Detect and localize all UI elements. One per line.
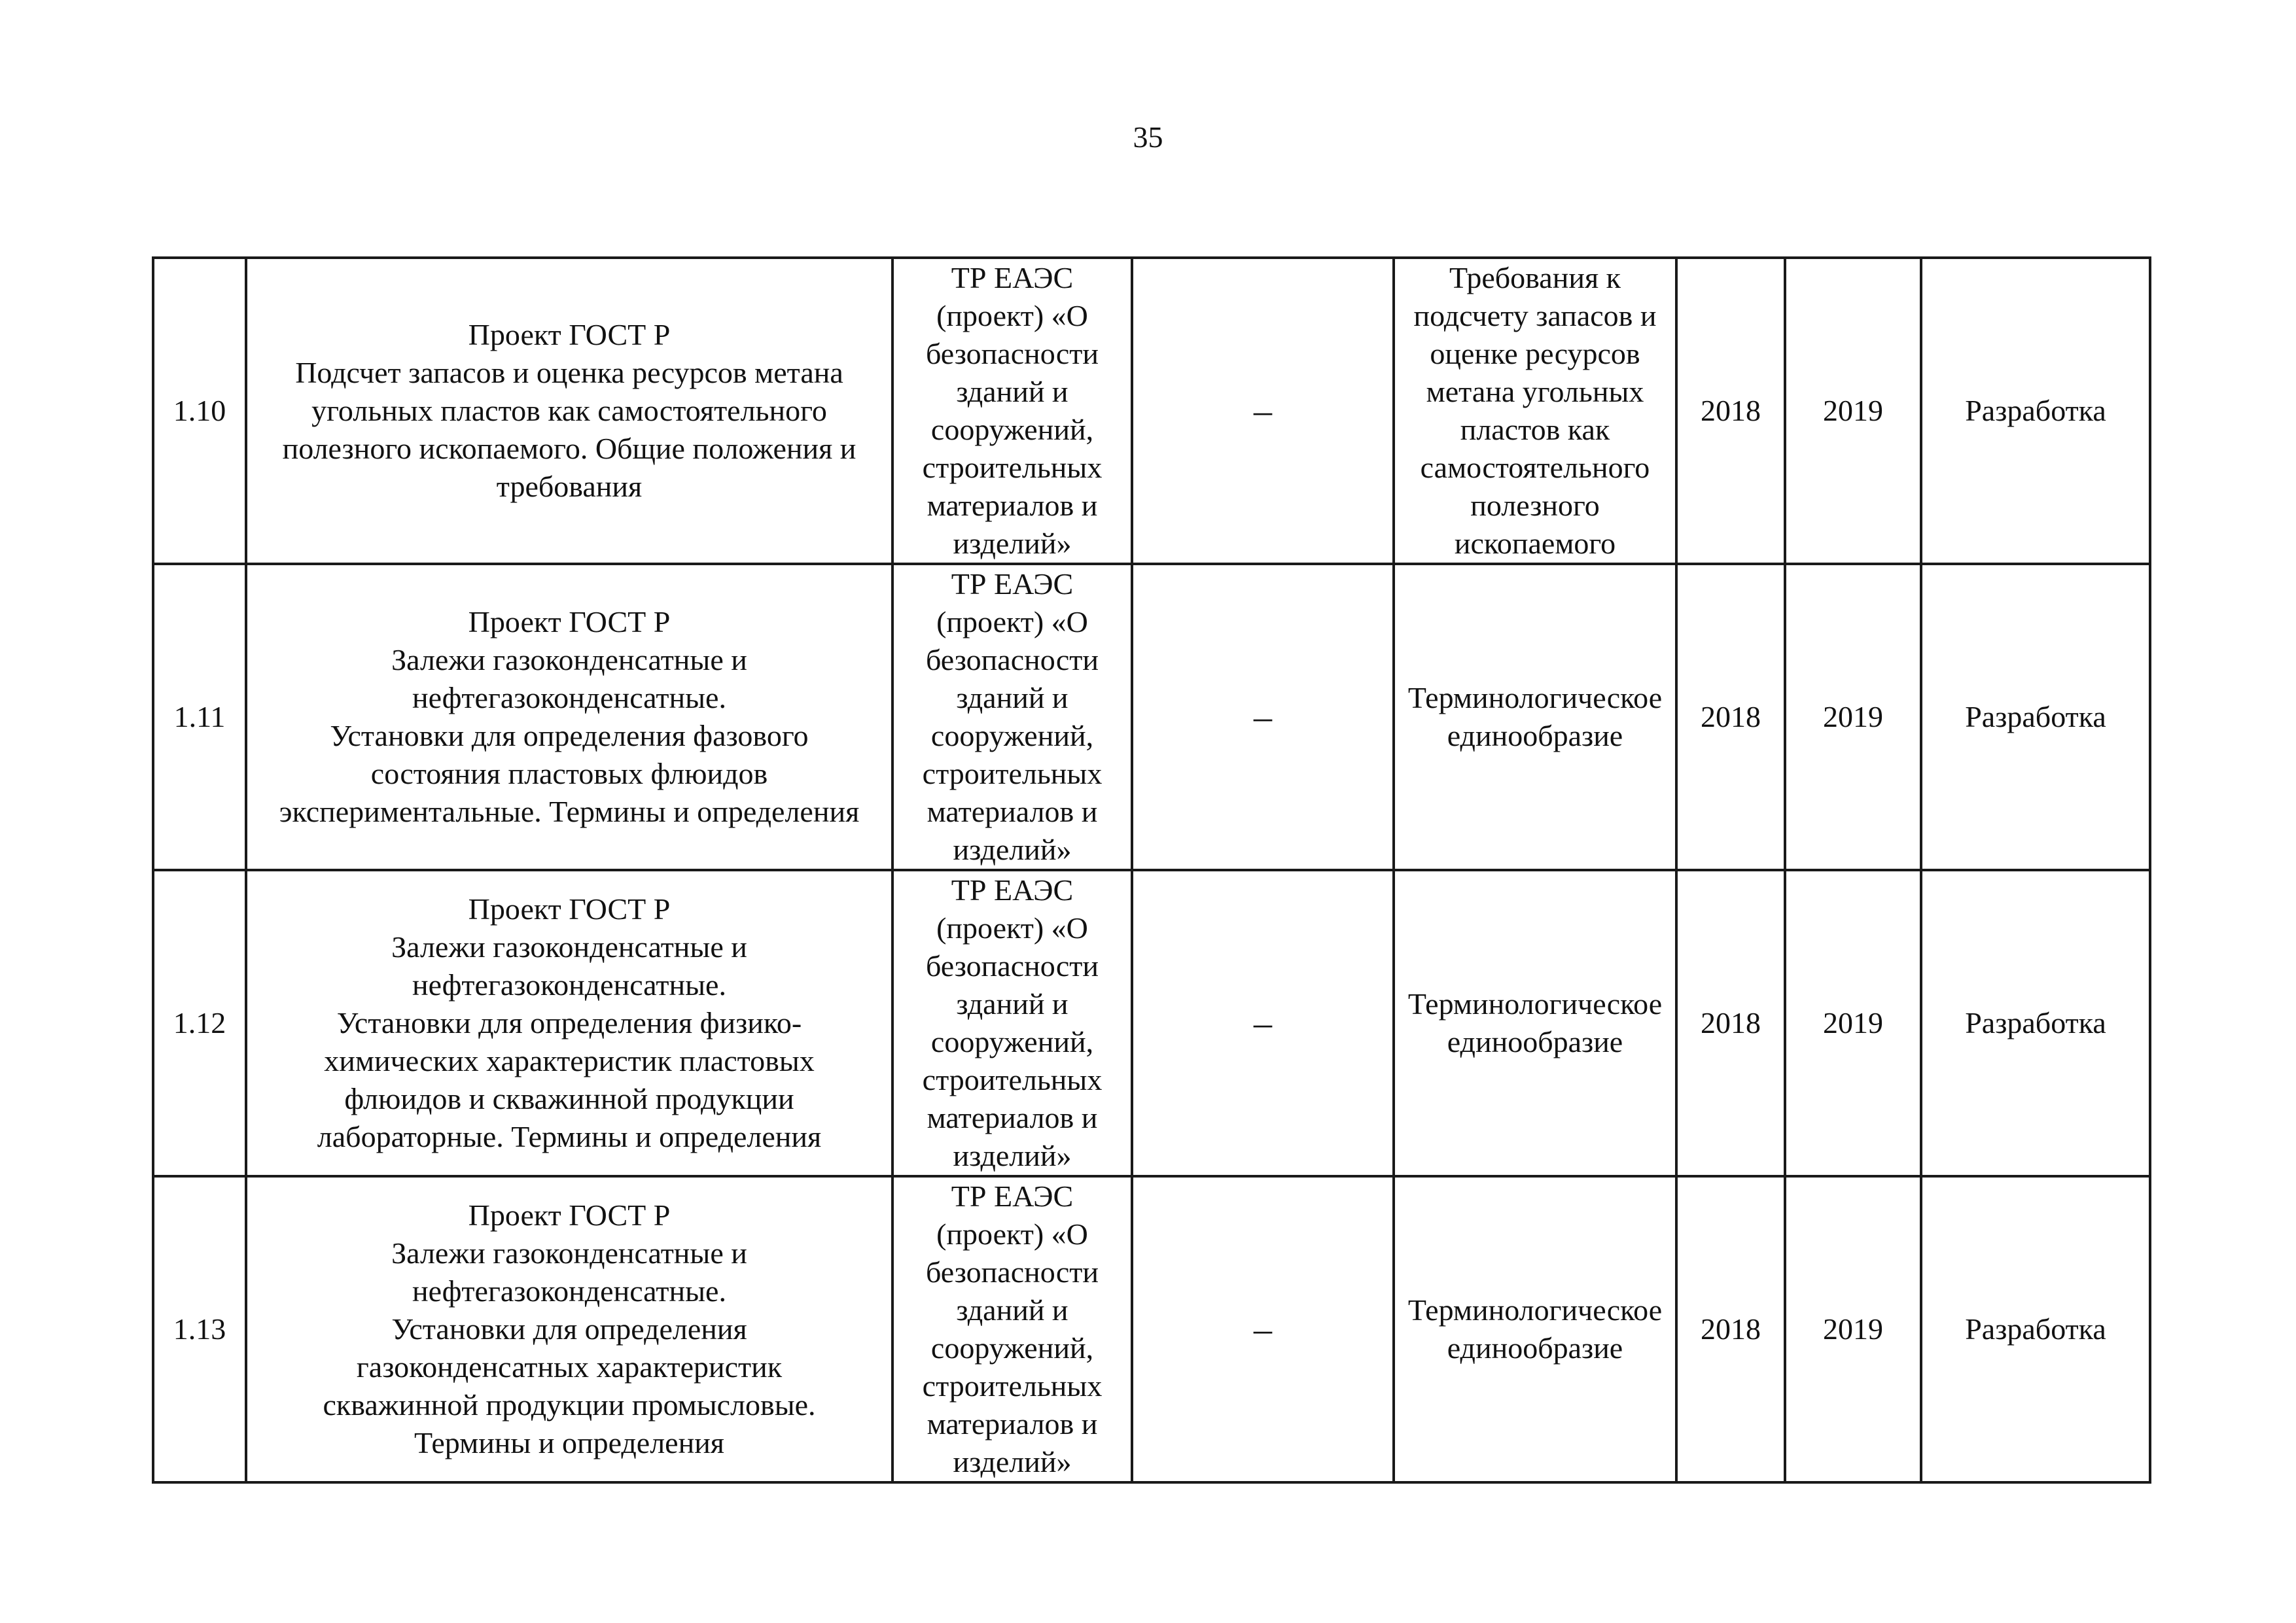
standard-title-line: Проект ГОСТ Р bbox=[468, 318, 671, 351]
end-year: 2019 bbox=[1785, 258, 1921, 564]
technical-regulation-line: безопасности bbox=[925, 643, 1099, 676]
technical-regulation-line: строительных bbox=[922, 1369, 1103, 1403]
standard-title bbox=[246, 870, 892, 1176]
development-purpose-line: единообразие bbox=[1447, 1025, 1623, 1058]
start-year: 2018 bbox=[1676, 564, 1785, 870]
technical-regulation-line: сооружений, bbox=[930, 719, 1094, 752]
technical-regulation-line: зданий и bbox=[956, 987, 1069, 1021]
technical-regulation-line: материалов и bbox=[927, 489, 1098, 522]
standard-title-line: Залежи газоконденсатные и bbox=[391, 643, 747, 676]
standard-title-line: требования bbox=[496, 470, 643, 503]
page-number: 35 bbox=[1133, 120, 1163, 154]
start-year: 2018 bbox=[1676, 1176, 1785, 1482]
end-year: 2019 bbox=[1785, 1176, 1921, 1482]
development-purpose bbox=[1394, 564, 1676, 870]
standard-title-line: экспериментальные. Термины и определения bbox=[279, 795, 860, 828]
table-body bbox=[153, 258, 2150, 1482]
table-row bbox=[153, 258, 2150, 564]
standard-title-line: Установки для определения bbox=[391, 1312, 747, 1346]
technical-regulation-line: изделий» bbox=[953, 833, 1072, 866]
development-purpose-line: самостоятельного bbox=[1420, 451, 1650, 484]
standard-title-line: Проект ГОСТ Р bbox=[468, 892, 671, 926]
standard-title-line: флюидов и скважинной продукции bbox=[344, 1082, 794, 1115]
development-purpose bbox=[1394, 1176, 1676, 1482]
end-year: 2019 bbox=[1785, 564, 1921, 870]
development-purpose-line: Терминологическое bbox=[1407, 681, 1663, 714]
technical-regulation-line: (проект) «О bbox=[936, 911, 1088, 945]
technical-regulation-line: сооружений, bbox=[930, 1025, 1094, 1058]
start-year: 2018 bbox=[1676, 870, 1785, 1176]
technical-regulation-line: ТР ЕАЭС bbox=[951, 1179, 1074, 1213]
technical-regulation-line: безопасности bbox=[925, 1255, 1099, 1289]
development-purpose-line: единообразие bbox=[1447, 1331, 1623, 1365]
item-number: 1.11 bbox=[153, 564, 246, 870]
technical-regulation bbox=[892, 258, 1132, 564]
standard-title-line: скважинной продукции промысловые. bbox=[323, 1388, 816, 1422]
standard-title-line: Установки для определения физико- bbox=[336, 1006, 802, 1039]
development-purpose-line: ископаемого bbox=[1454, 527, 1616, 560]
technical-regulation-line: материалов и bbox=[927, 1101, 1098, 1134]
empty-column-dash: – bbox=[1132, 564, 1394, 870]
standard-title bbox=[246, 564, 892, 870]
technical-regulation bbox=[892, 870, 1132, 1176]
technical-regulation-line: безопасности bbox=[925, 337, 1099, 370]
standard-title bbox=[246, 1176, 892, 1482]
technical-regulation-line: строительных bbox=[922, 1063, 1103, 1096]
standard-title-line: полезного ископаемого. Общие положения и bbox=[282, 432, 857, 465]
technical-regulation-line: ТР ЕАЭС bbox=[951, 567, 1074, 601]
technical-regulation-line: сооружений, bbox=[930, 1331, 1094, 1365]
development-purpose-line: единообразие bbox=[1447, 719, 1623, 752]
standard-title-line: Термины и определения bbox=[414, 1426, 724, 1459]
standard-title-line: нефтегазоконденсатные. bbox=[412, 1274, 726, 1308]
work-status: Разработка bbox=[1921, 564, 2150, 870]
technical-regulation-line: изделий» bbox=[953, 1445, 1072, 1478]
standard-title-line: лабораторные. Термины и определения bbox=[317, 1120, 822, 1153]
technical-regulation-line: сооружений, bbox=[930, 413, 1094, 446]
empty-column-dash: – bbox=[1132, 870, 1394, 1176]
technical-regulation-line: зданий и bbox=[956, 1293, 1069, 1327]
technical-regulation-line: (проект) «О bbox=[936, 1217, 1088, 1251]
work-status: Разработка bbox=[1921, 1176, 2150, 1482]
development-purpose-line: Требования к bbox=[1449, 261, 1621, 294]
technical-regulation-line: зданий и bbox=[956, 681, 1069, 714]
technical-regulation-line: (проект) «О bbox=[936, 605, 1088, 638]
technical-regulation-line: зданий и bbox=[956, 375, 1069, 408]
standard-title-line: угольных пластов как самостоятельного bbox=[311, 394, 827, 427]
item-number: 1.13 bbox=[153, 1176, 246, 1482]
empty-column-dash: – bbox=[1132, 1176, 1394, 1482]
standard-title-line: Залежи газоконденсатные и bbox=[391, 1236, 747, 1270]
technical-regulation-line: (проект) «О bbox=[936, 299, 1088, 332]
standard-title-line: нефтегазоконденсатные. bbox=[412, 681, 726, 714]
standard-title-line: химических характеристик пластовых bbox=[324, 1044, 815, 1077]
standard-title-line: Залежи газоконденсатные и bbox=[391, 930, 747, 964]
development-purpose-line: оценке ресурсов bbox=[1430, 337, 1640, 370]
item-number: 1.10 bbox=[153, 258, 246, 564]
empty-column-dash: – bbox=[1132, 258, 1394, 564]
technical-regulation-line: изделий» bbox=[953, 527, 1072, 560]
standards-plan-table bbox=[152, 256, 2151, 1484]
standard-title-line: Проект ГОСТ Р bbox=[468, 1198, 671, 1232]
technical-regulation-line: ТР ЕАЭС bbox=[951, 873, 1074, 907]
development-purpose-line: полезного bbox=[1470, 489, 1600, 522]
work-status: Разработка bbox=[1921, 870, 2150, 1176]
technical-regulation-line: материалов и bbox=[927, 795, 1098, 828]
standard-title-line: нефтегазоконденсатные. bbox=[412, 968, 726, 1002]
development-purpose-line: метана угольных bbox=[1426, 375, 1644, 408]
start-year: 2018 bbox=[1676, 258, 1785, 564]
development-purpose bbox=[1394, 258, 1676, 564]
standard-title-line: Подсчет запасов и оценка ресурсов метана bbox=[295, 356, 843, 389]
standard-title bbox=[246, 258, 892, 564]
technical-regulation-line: безопасности bbox=[925, 949, 1099, 983]
standard-title-line: Установки для определения фазового bbox=[330, 719, 809, 752]
technical-regulation-line: строительных bbox=[922, 451, 1103, 484]
development-purpose-line: Терминологическое bbox=[1407, 1293, 1663, 1327]
table-row bbox=[153, 870, 2150, 1176]
technical-regulation-line: ТР ЕАЭС bbox=[951, 261, 1074, 294]
standard-title-line: Проект ГОСТ Р bbox=[468, 605, 671, 638]
table-row bbox=[153, 1176, 2150, 1482]
standard-title-line: состояния пластовых флюидов bbox=[370, 757, 768, 790]
end-year: 2019 bbox=[1785, 870, 1921, 1176]
development-purpose-line: подсчету запасов и bbox=[1413, 299, 1657, 332]
development-purpose-line: пластов как bbox=[1460, 413, 1610, 446]
standard-title-line: газоконденсатных характеристик bbox=[356, 1350, 783, 1384]
item-number: 1.12 bbox=[153, 870, 246, 1176]
technical-regulation-line: изделий» bbox=[953, 1139, 1072, 1172]
technical-regulation-line: строительных bbox=[922, 757, 1103, 790]
table-row bbox=[153, 564, 2150, 870]
development-purpose-line: Терминологическое bbox=[1407, 987, 1663, 1021]
technical-regulation bbox=[892, 1176, 1132, 1482]
technical-regulation-line: материалов и bbox=[927, 1407, 1098, 1440]
work-status: Разработка bbox=[1921, 258, 2150, 564]
technical-regulation bbox=[892, 564, 1132, 870]
development-purpose bbox=[1394, 870, 1676, 1176]
